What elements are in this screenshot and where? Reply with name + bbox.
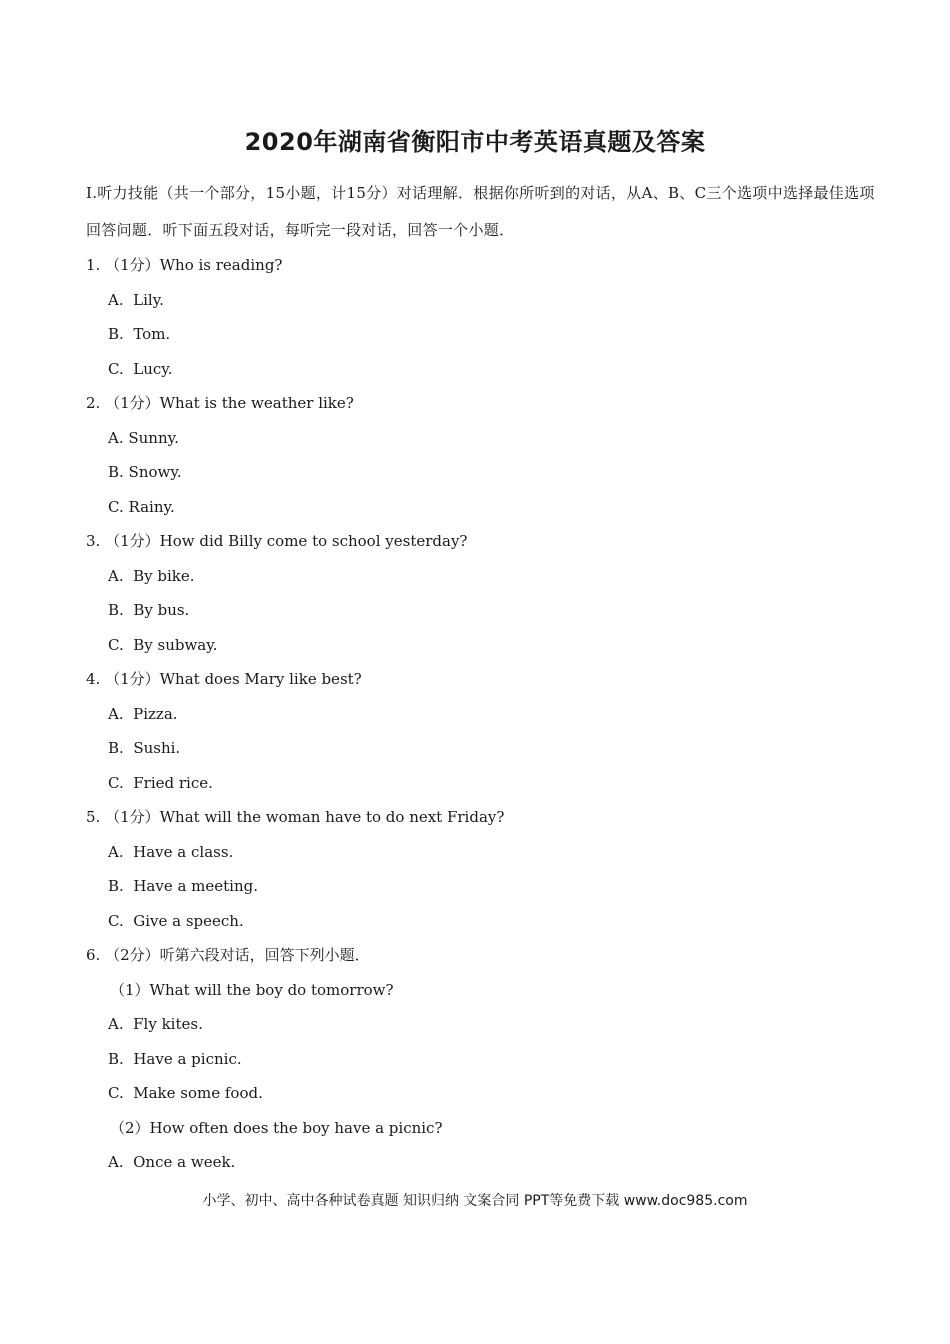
answer-option: C. By subway. [108,635,218,654]
question-line: 5. （1分）What will the woman have to do next Friday? [86,808,505,826]
page-title: 2020年湖南省衡阳市中考英语真题及答案 [244,128,706,156]
page-footer: 小学、初中、高中各种试卷真题 知识归纳 文案合同 PPT等免费下载 www.doc985.com [202,1193,748,1209]
answer-option: A. Have a class. [108,842,234,861]
question-line: 6. （2分）听第六段对话，回答下列小题． [86,946,370,964]
answer-option: C. Make some food. [108,1084,263,1102]
answer-option: C. Give a speech. [108,911,244,930]
answer-option: A. Pizza. [108,704,178,723]
answer-option: A. Sunny. [108,428,179,447]
answer-option: B. Sushi. [108,739,181,757]
question-line: 2. （1分）What is the weather like? [86,394,354,412]
question-line: 1. （1分）Who is reading? [86,256,283,274]
answer-option: C. Rainy. [108,497,175,516]
question-line: 3. （1分）How did Billy come to school yesterday? [86,532,468,550]
answer-option: B. Have a meeting. [108,877,259,895]
answer-option: A. By bike. [108,566,195,585]
sub-question-line: （1）What will the boy do tomorrow? [110,980,394,999]
answer-option: B. By bus. [108,601,190,619]
answer-option: B. Tom. [108,325,171,343]
answer-option: C. Lucy. [108,359,173,378]
answer-option: A. Lily. [108,290,164,309]
answer-option: B. Snowy. [108,463,182,481]
section-intro: I.听力技能（共一个部分，15小题，计15分）对话理解．根据你所听到的对话，从A、B、C三个选项中选择最佳选项回答问题．听下面五段对话，每听完一段对话，回答一个小题． [86,184,875,239]
answer-option: A. Fly kites. [108,1015,203,1033]
sub-question-line: （2）How often does the boy have a picnic? [110,1118,443,1137]
answer-option: C. Fried rice. [108,773,213,792]
answer-option: B. Have a picnic. [108,1049,242,1068]
question-line: 4. （1分）What does Mary like best? [86,670,362,688]
answer-option: A. Once a week. [108,1153,236,1171]
